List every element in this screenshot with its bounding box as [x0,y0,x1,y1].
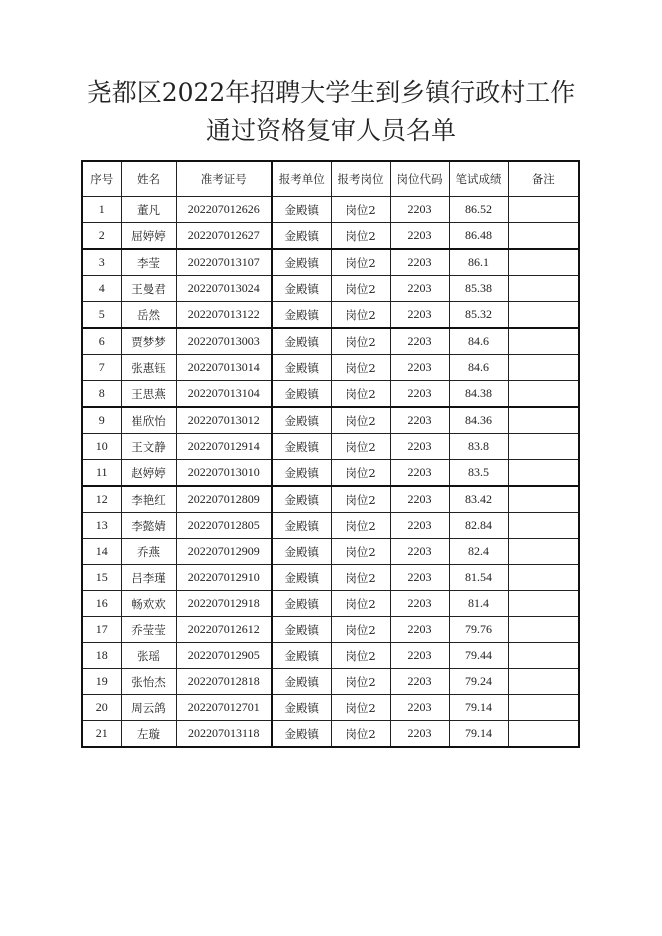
cell-score: 83.42 [449,486,508,513]
cell-score: 81.54 [449,565,508,591]
cell-index: 5 [82,302,121,329]
cell-name: 王曼君 [121,276,176,302]
cell-remarks [508,434,579,460]
cell-exam-id: 202207012805 [176,513,272,539]
cell-score: 86.48 [449,223,508,250]
cell-position: 岗位2 [331,486,390,513]
cell-unit: 金殿镇 [272,460,331,487]
cell-name: 张怡杰 [121,669,176,695]
cell-index: 20 [82,695,121,721]
cell-position-code: 2203 [390,407,449,434]
cell-remarks [508,328,579,355]
cell-score: 84.6 [449,328,508,355]
cell-position: 岗位2 [331,223,390,250]
cell-name: 李懿婧 [121,513,176,539]
cell-exam-id: 202207012818 [176,669,272,695]
cell-index: 7 [82,355,121,381]
cell-remarks [508,591,579,617]
cell-remarks [508,721,579,748]
cell-exam-id: 202207013122 [176,302,272,329]
cell-index: 17 [82,617,121,643]
cell-score: 86.1 [449,249,508,276]
cell-position-code: 2203 [390,565,449,591]
header-col-exam-id: 准考证号 [176,161,272,197]
cell-name: 赵婷婷 [121,460,176,487]
cell-score: 79.76 [449,617,508,643]
cell-exam-id: 202207013003 [176,328,272,355]
cell-remarks [508,669,579,695]
cell-position: 岗位2 [331,328,390,355]
table-row [82,513,579,539]
cell-unit: 金殿镇 [272,591,331,617]
table-row [82,565,579,591]
cell-index: 8 [82,381,121,408]
cell-exam-id: 202207012918 [176,591,272,617]
cell-exam-id: 202207013014 [176,355,272,381]
cell-exam-id: 202207012910 [176,565,272,591]
cell-score: 86.52 [449,197,508,223]
cell-unit: 金殿镇 [272,434,331,460]
cell-index: 4 [82,276,121,302]
cell-name: 董凡 [121,197,176,223]
cell-score: 81.4 [449,591,508,617]
cell-position: 岗位2 [331,302,390,329]
cell-position: 岗位2 [331,276,390,302]
cell-position-code: 2203 [390,486,449,513]
cell-score: 79.44 [449,643,508,669]
cell-remarks [508,539,579,565]
cell-remarks [508,565,579,591]
table-row [82,381,579,408]
cell-name: 屈婷婷 [121,223,176,250]
cell-remarks [508,276,579,302]
cell-position-code: 2203 [390,355,449,381]
cell-unit: 金殿镇 [272,249,331,276]
header-col-unit: 报考单位 [272,161,331,197]
cell-name: 吕李瑾 [121,565,176,591]
cell-index: 15 [82,565,121,591]
table-row [82,302,579,329]
cell-exam-id: 202207012905 [176,643,272,669]
table-row [82,249,579,276]
cell-remarks [508,249,579,276]
cell-index: 1 [82,197,121,223]
table-row [82,407,579,434]
table-row [82,643,579,669]
cell-position: 岗位2 [331,539,390,565]
cell-index: 3 [82,249,121,276]
cell-index: 14 [82,539,121,565]
cell-position: 岗位2 [331,197,390,223]
cell-index: 19 [82,669,121,695]
cell-exam-id: 202207013024 [176,276,272,302]
cell-remarks [508,381,579,408]
cell-exam-id: 202207012914 [176,434,272,460]
cell-unit: 金殿镇 [272,617,331,643]
cell-position-code: 2203 [390,434,449,460]
title-line-2: 通过资格复审人员名单 [205,116,456,145]
table-row [82,695,579,721]
cell-unit: 金殿镇 [272,539,331,565]
header-col-remarks: 备注 [508,161,579,197]
cell-name: 王文静 [121,434,176,460]
cell-position-code: 2203 [390,460,449,487]
cell-index: 12 [82,486,121,513]
cell-unit: 金殿镇 [272,695,331,721]
cell-remarks [508,695,579,721]
header-col-index: 序号 [82,161,121,197]
header-col-name: 姓名 [121,161,176,197]
cell-unit: 金殿镇 [272,381,331,408]
cell-unit: 金殿镇 [272,355,331,381]
cell-name: 崔欣怡 [121,407,176,434]
table-row [82,434,579,460]
title-line-1: 尧都区2022年招聘大学生到乡镇行政村工作 [86,78,576,107]
cell-score: 83.8 [449,434,508,460]
cell-position: 岗位2 [331,617,390,643]
cell-unit: 金殿镇 [272,276,331,302]
cell-name: 李艳红 [121,486,176,513]
cell-name: 李莹 [121,249,176,276]
cell-name: 张瑶 [121,643,176,669]
cell-position: 岗位2 [331,434,390,460]
cell-index: 2 [82,223,121,250]
table-row [82,486,579,513]
cell-unit: 金殿镇 [272,197,331,223]
cell-position-code: 2203 [390,721,449,748]
table-row [82,223,579,250]
cell-unit: 金殿镇 [272,407,331,434]
cell-remarks [508,302,579,329]
cell-name: 左璇 [121,721,176,748]
cell-exam-id: 202207012809 [176,486,272,513]
cell-score: 79.14 [449,721,508,748]
cell-remarks [508,643,579,669]
cell-position-code: 2203 [390,591,449,617]
cell-score: 84.6 [449,355,508,381]
cell-unit: 金殿镇 [272,328,331,355]
cell-position-code: 2203 [390,276,449,302]
cell-position: 岗位2 [331,249,390,276]
cell-index: 9 [82,407,121,434]
cell-name: 乔燕 [121,539,176,565]
cell-position: 岗位2 [331,513,390,539]
cell-index: 13 [82,513,121,539]
cell-position: 岗位2 [331,381,390,408]
table-row [82,355,579,381]
cell-position: 岗位2 [331,695,390,721]
cell-remarks [508,513,579,539]
cell-unit: 金殿镇 [272,669,331,695]
table-row [82,328,579,355]
cell-position-code: 2203 [390,669,449,695]
cell-position-code: 2203 [390,249,449,276]
candidate-table [81,160,580,748]
table-row [82,617,579,643]
cell-score: 83.5 [449,460,508,487]
cell-score: 85.32 [449,302,508,329]
cell-unit: 金殿镇 [272,302,331,329]
cell-position-code: 2203 [390,643,449,669]
cell-exam-id: 202207013012 [176,407,272,434]
cell-score: 85.38 [449,276,508,302]
cell-position: 岗位2 [331,591,390,617]
cell-exam-id: 202207012626 [176,197,272,223]
cell-score: 84.38 [449,381,508,408]
cell-position: 岗位2 [331,721,390,748]
cell-score: 82.84 [449,513,508,539]
cell-score: 82.4 [449,539,508,565]
cell-name: 王思燕 [121,381,176,408]
cell-unit: 金殿镇 [272,721,331,748]
cell-remarks [508,486,579,513]
cell-exam-id: 202207012627 [176,223,272,250]
cell-remarks [508,197,579,223]
table-row [82,460,579,487]
cell-remarks [508,407,579,434]
cell-remarks [508,617,579,643]
table-row [82,721,579,748]
table-row [82,276,579,302]
cell-position: 岗位2 [331,669,390,695]
header-col-position: 报考岗位 [331,161,390,197]
cell-position: 岗位2 [331,355,390,381]
cell-name: 张惠钰 [121,355,176,381]
cell-index: 11 [82,460,121,487]
header-col-score: 笔试成绩 [449,161,508,197]
cell-exam-id: 202207013118 [176,721,272,748]
cell-score: 79.24 [449,669,508,695]
cell-exam-id: 202207013107 [176,249,272,276]
cell-name: 周云鸽 [121,695,176,721]
cell-index: 21 [82,721,121,748]
cell-index: 6 [82,328,121,355]
cell-position-code: 2203 [390,695,449,721]
cell-position-code: 2203 [390,328,449,355]
cell-position-code: 2203 [390,197,449,223]
cell-position-code: 2203 [390,302,449,329]
cell-position-code: 2203 [390,617,449,643]
cell-remarks [508,355,579,381]
cell-name: 畅欢欢 [121,591,176,617]
cell-unit: 金殿镇 [272,643,331,669]
table-row [82,669,579,695]
cell-exam-id: 202207012612 [176,617,272,643]
table-row [82,197,579,223]
cell-unit: 金殿镇 [272,513,331,539]
cell-position-code: 2203 [390,223,449,250]
cell-remarks [508,223,579,250]
cell-exam-id: 202207013010 [176,460,272,487]
cell-exam-id: 202207013104 [176,381,272,408]
cell-remarks [508,460,579,487]
cell-name: 贾梦梦 [121,328,176,355]
cell-score: 79.14 [449,695,508,721]
cell-position: 岗位2 [331,565,390,591]
cell-position-code: 2203 [390,381,449,408]
cell-position: 岗位2 [331,643,390,669]
cell-position-code: 2203 [390,513,449,539]
cell-exam-id: 202207012909 [176,539,272,565]
table-row [82,591,579,617]
cell-index: 10 [82,434,121,460]
cell-unit: 金殿镇 [272,486,331,513]
cell-position: 岗位2 [331,460,390,487]
cell-score: 84.36 [449,407,508,434]
cell-unit: 金殿镇 [272,223,331,250]
header-col-position-code: 岗位代码 [390,161,449,197]
cell-unit: 金殿镇 [272,565,331,591]
cell-name: 乔莹莹 [121,617,176,643]
table-row [82,539,579,565]
cell-name: 岳然 [121,302,176,329]
cell-exam-id: 202207012701 [176,695,272,721]
table-header-row [82,161,579,197]
cell-position-code: 2203 [390,539,449,565]
cell-position: 岗位2 [331,407,390,434]
cell-index: 18 [82,643,121,669]
cell-index: 16 [82,591,121,617]
